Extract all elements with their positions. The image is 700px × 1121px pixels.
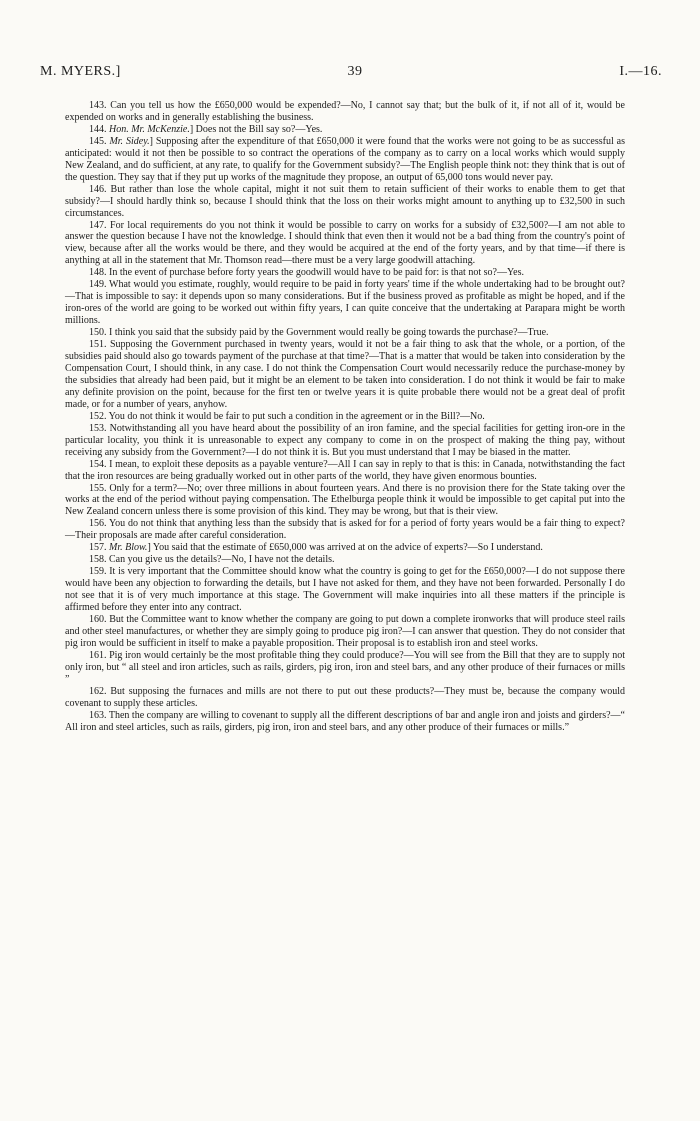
question-160: 160. But the Committee want to know whether the company are going to put down a complete ironworks that will produce steel rails and other steel manufactures, or whether they are simply going to produce pig iron?—I can answer that question. They do not consider that pig iron would be sufficient in itself to make a payable proposition. Their proposal is to establish iron and steel works. bbox=[65, 613, 625, 649]
speaker-label: Mr. Sidey. bbox=[109, 135, 150, 147]
header-witness-name: M. MYERS.] bbox=[40, 64, 121, 79]
question-155: 155. Only for a term?—No; over three millions in about fourteen years. And there is no provision there for the State taking over the works at the end of the period without paying compensation. The Ethelburga people think it would be impossible to get capital put into the New Zealand concern unless there is some provision of this kind. They may be wrong, but that is their view. bbox=[65, 482, 625, 518]
question-151: 151. Supposing the Government purchased in twenty years, would it not be a fair thing to ask that the whole, or a portion, of the subsidies paid should also go towards payment of the purchase at that time?—That is a matter that would be taken into consideration by the Compensation Court, I should think, in any case. I do not think the Compensation Court would necessarily reduce the purchase-money by the subsidies that already had been paid, but it might be an element to be taken into consideration. I do not think it would be fair to make any definite provision on the point, because for the first ten or twelve years it is quite probable there would not be a great deal of profit made, or for a number of years, anyhow. bbox=[65, 339, 625, 410]
question-146: 146. But rather than lose the whole capital, might it not suit them to retain sufficient of their works to enable them to get that subsidy?—I should hardly think so, because I should think that the loss on their works might amount to anything up to £32,500 in such circumstances. bbox=[65, 183, 625, 219]
question-149: 149. What would you estimate, roughly, would require to be paid in forty years' time if the whole undertaking had to be brought out?—That is impossible to say: it depends upon so many considerations. But if the business proved as profitable as might be hoped, and if the iron-ores of the world are going to be worked out within fifty years, I can quite conceive that the undertaking at Parapara might be worth millions. bbox=[65, 279, 625, 327]
question-153: 153. Notwithstanding all you have heard about the possibility of an iron famine, and the special facilities for getting iron-ore in the particular locality, you think it is unreasonable to expect any company to come in on the prospect of making the thing pay, without receiving any subsidy from the Government?—I do not think it is. But you must understand that I may be biased in the matter. bbox=[65, 422, 625, 458]
question-159: 159. It is very important that the Committee should know what the country is going to get for the £650,000?—I do not suppose there would have been any objection to forwarding the details, but I have not asked for them, and they have not been forwarded. Personally I do not see that it is of very much importance at this stage. The Government will make inquiries into all these matters if the principle is affirmed before they enter into any contract. bbox=[65, 566, 625, 614]
question-145: 145. Mr. Sidey.] Supposing after the expenditure of that £650,000 it were found that the works were not going to be as successful as anticipated: would it not then be possible to so contract the operations of the company as to carry on a local works which would supply New Zealand, and do sufficient, at any rate, to qualify for the Government subsidy?—The English people think not: they think that is out of the question. They say that if they put up works of the magnitude they propose, an output of 65,000 tons would never pay. bbox=[65, 135, 626, 183]
question-148: 148. In the event of purchase before forty years the goodwill would have to be paid for: is that not so?—Yes. bbox=[89, 267, 524, 279]
question-161: 161. Pig iron would certainly be the most profitable thing they could produce?—You will see from the Bill that they are to supply not only iron, but “ all steel and iron articles, such as rails, girders, pig iron, iron and steel bars, and any other produce of their furnaces or mills ” bbox=[65, 649, 625, 685]
question-158: 158. Can you give us the details?—No, I have not the details. bbox=[89, 554, 335, 566]
question-147: 147. For local requirements do you not think it would be possible to carry on works for a subsidy of £32,500?—I am not able to answer the question because I have not the knowledge. I should think that even then it would not be a bad thing from the country's point of view, because after all the works would be there, and they would be acquired at the end of the forty years, and by that time—if there is anything at all in the statement that Mr. Thomson read—there must be a very large goodwill attaching. bbox=[65, 219, 625, 267]
question-152: 152. You do not think it would be fair to put such a condition in the agreement or in the Bill?—No. bbox=[89, 410, 485, 422]
paper-reference: I.—16. bbox=[619, 64, 662, 79]
question-143: 143. Can you tell us how the £650,000 would be expended?—No, I cannot say that; but the bulk of it, if not all of it, would be expended on works and in generally establishing the business. bbox=[65, 100, 625, 123]
page-number: 39 bbox=[347, 64, 363, 79]
question-154: 154. I mean, to exploit these deposits as a payable venture?—All I can say in reply to that is this: in Canada, notwithstanding the fact that the iron resources are being gradually worked out in other parts of the world, they have given enormous bounties. bbox=[65, 458, 625, 482]
speaker-label: Hon. Mr. McKenzie. bbox=[109, 123, 190, 135]
speaker-label: Mr. Blow. bbox=[109, 542, 148, 554]
question-144: 144. Hon. Mr. McKenzie.] Does not the Bill say so?—Yes. bbox=[89, 123, 323, 135]
question-163: 163. Then the company are willing to covenant to supply all the different descriptions of bar and angle iron and joists and girders?—“ All iron and steel articles, such as rails, girders, pig iron, iron and steel bars, and any other produce of their furnaces or mills.” bbox=[65, 709, 625, 733]
question-157: 157. Mr. Blow.] You said that the estimate of £650,000 was arrived at on the advice of experts?—So I understand. bbox=[89, 542, 543, 554]
question-162: 162. But supposing the furnaces and mills are not there to put out these products?—They must be, because the company would covenant to supply these articles. bbox=[65, 685, 625, 709]
question-150: 150. I think you said that the subsidy paid by the Government would really be going towards the purchase?—True. bbox=[89, 327, 549, 339]
evidence-transcript bbox=[65, 100, 625, 734]
page-header bbox=[40, 64, 670, 84]
question-156: 156. You do not think that anything less than the subsidy that is asked for for a period of forty years would be a fair thing to expect?—Their proposals are made after careful consideration. bbox=[65, 518, 625, 542]
